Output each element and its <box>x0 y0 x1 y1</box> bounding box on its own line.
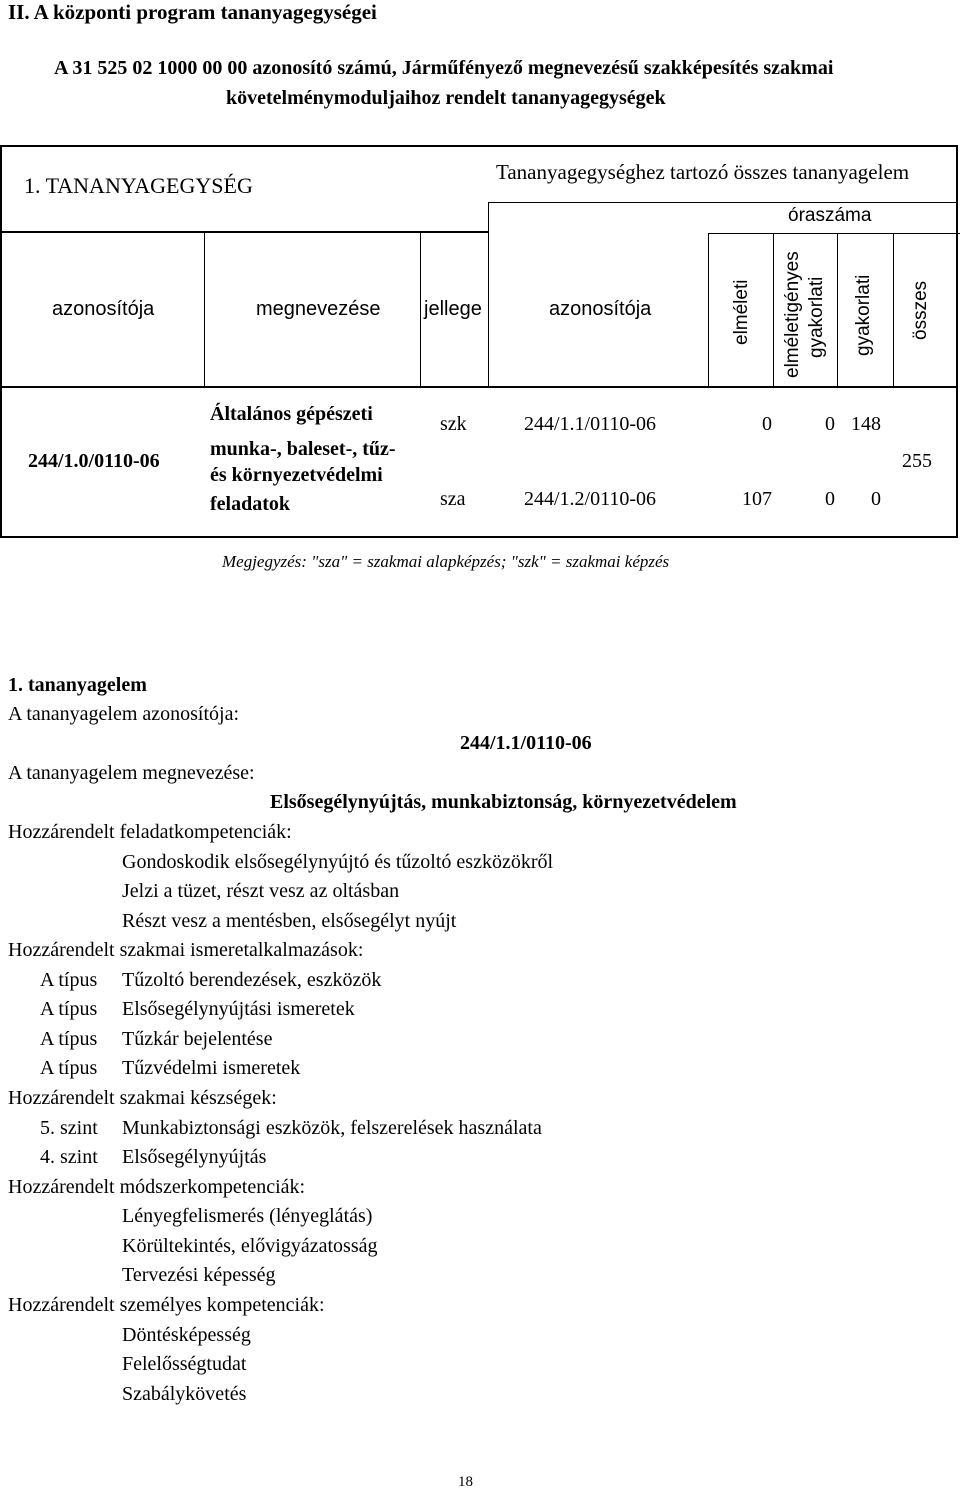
skill-level: 4. szint <box>40 1146 98 1168</box>
unit-total-hours: 255 <box>902 450 932 472</box>
table-right-border <box>956 145 958 538</box>
knowledge-level: A típus <box>40 1057 98 1079</box>
knowledge-item: Tűzoltó berendezések, eszközök <box>122 969 382 991</box>
task-item: Részt vesz a mentésben, elsősegélyt nyújt <box>122 910 457 932</box>
element-1-type: szk <box>440 413 467 435</box>
vline-name <box>204 233 205 386</box>
unit-name-line-3: és környezetvédelmi <box>210 464 383 486</box>
table-bottom-border <box>0 536 958 538</box>
element-heading: 1. tananyagelem <box>8 674 147 696</box>
element-id-value: 244/1.1/0110-06 <box>460 732 592 754</box>
method-item: Lényegfelismerés (lényeglátás) <box>122 1205 373 1227</box>
col-type-header: jellege <box>424 298 482 320</box>
personal-item: Szabálykövetés <box>122 1383 247 1405</box>
element-2-practice: 0 <box>871 488 881 510</box>
header-bottom-border <box>0 386 958 388</box>
knowledge-level: A típus <box>40 969 98 991</box>
col-id-header: azonosítója <box>52 298 155 320</box>
method-competencies-label: Hozzárendelt módszerkompetenciák: <box>8 1176 306 1198</box>
table-note: Megjegyzés: "sza" = szakmai alapképzés; "szk" = szakmai képzés <box>222 552 670 571</box>
element-1-theory-practice: 0 <box>825 413 835 435</box>
col-total-header: összes <box>910 280 931 340</box>
col-theory-header: elméleti <box>731 279 752 345</box>
element-name-label: A tananyagelem megnevezése: <box>8 762 255 784</box>
group-header: Tananyagegységhez tartozó összes tananyagelem <box>496 160 910 184</box>
skills-label: Hozzárendelt szakmai készségek: <box>8 1087 277 1109</box>
element-2-id: 244/1.2/0110-06 <box>524 488 657 510</box>
col-element-id-header: azonosítója <box>549 298 652 320</box>
unit-id: 244/1.0/0110-06 <box>28 450 160 472</box>
vline-type <box>420 233 421 386</box>
col-practice-header: gyakorlati <box>853 274 874 356</box>
unit-title: 1. TANANYAGEGYSÉG <box>24 173 253 198</box>
table-top-border <box>0 145 958 147</box>
element-2-theory: 107 <box>742 488 772 510</box>
subtitle-line-1: A 31 525 02 1000 00 00 azonosító számú, Járműfényező megnevezésű szakképesítés szakmai <box>54 57 834 79</box>
col-theory-practice-header-2: gyakorlati <box>806 276 827 358</box>
knowledge-item: Tűzkár bejelentése <box>122 1028 273 1050</box>
element-name-value: Elsősegélynyújtás, munkabiztonság, környezetvédelem <box>270 791 737 813</box>
unit-name-line-4: feladatok <box>210 493 290 515</box>
header-divider-left <box>0 231 488 233</box>
subtitle-line-2: követelménymoduljaihoz rendelt tananyagegységek <box>226 87 666 109</box>
element-1-theory: 0 <box>762 413 772 435</box>
task-item: Gondoskodik elsősegélynyújtó és tűzoltó eszközökről <box>122 851 554 873</box>
element-id-label: A tananyagelem azonosítója: <box>8 703 240 725</box>
skill-level: 5. szint <box>40 1117 98 1139</box>
knowledge-level: A típus <box>40 998 98 1020</box>
unit-name-line-1: Általános gépészeti <box>210 403 373 425</box>
skill-item: Munkabiztonsági eszközök, felszerelések használata <box>122 1117 542 1139</box>
knowledge-level: A típus <box>40 1028 98 1050</box>
task-item: Jelzi a tüzet, részt vesz az oltásban <box>122 880 400 902</box>
header-vline-element-id <box>488 202 489 386</box>
knowledge-item: Tűzvédelmi ismeretek <box>122 1057 301 1079</box>
method-item: Körültekintés, elővigyázatosság <box>122 1235 378 1257</box>
table-left-border <box>0 145 2 538</box>
task-competencies-label: Hozzárendelt feladatkompetenciák: <box>8 821 292 843</box>
knowledge-item: Elsősegélynyújtási ismeretek <box>122 998 355 1020</box>
col-theory-practice-header-1: elméletigényes <box>782 251 803 378</box>
vline-practice <box>837 233 838 386</box>
element-2-type: sza <box>440 488 466 510</box>
section-title: II. A központi program tananyagegységei <box>8 0 377 24</box>
vline-total <box>893 233 894 386</box>
vline-theory-practice <box>773 233 774 386</box>
element-2-theory-practice: 0 <box>825 488 835 510</box>
hours-header: óraszáma <box>788 205 872 226</box>
hours-subheader-line <box>708 233 960 234</box>
personal-competencies-label: Hozzárendelt személyes kompetenciák: <box>8 1294 325 1316</box>
col-name-header: megnevezése <box>256 298 381 320</box>
unit-name-line-2: munka-, baleset-, tűz- <box>210 438 396 460</box>
method-item: Tervezési képesség <box>122 1264 276 1286</box>
header-divider-right <box>488 202 958 203</box>
element-1-practice: 148 <box>851 413 881 435</box>
element-1-id: 244/1.1/0110-06 <box>524 413 657 435</box>
skill-item: Elsősegélynyújtás <box>122 1146 267 1168</box>
personal-item: Felelősségtudat <box>122 1353 247 1375</box>
personal-item: Döntésképesség <box>122 1324 251 1346</box>
knowledge-label: Hozzárendelt szakmai ismeretalkalmazások: <box>8 939 364 961</box>
vline-theory <box>708 233 709 386</box>
page-number: 18 <box>458 1474 473 1490</box>
